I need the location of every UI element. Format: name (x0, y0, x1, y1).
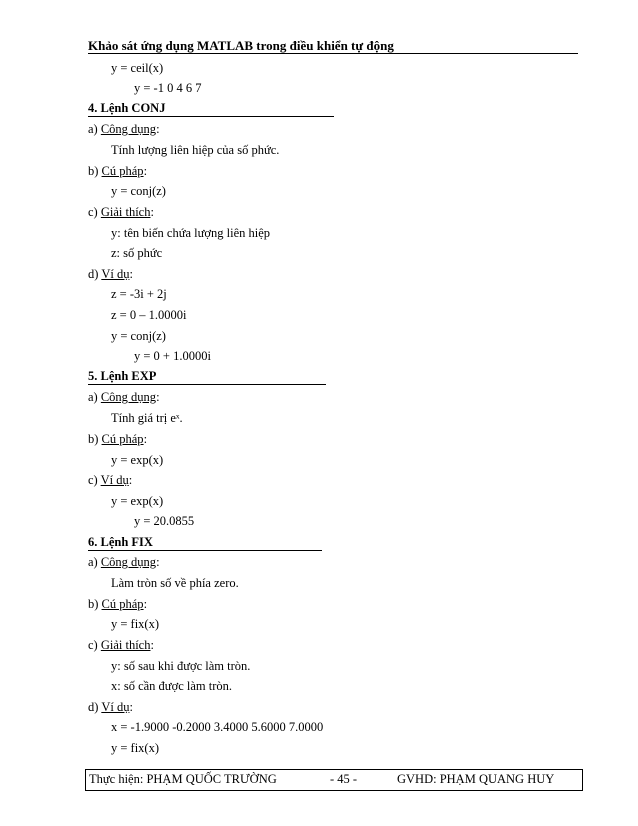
section-heading-exp: 5. Lệnh EXP (88, 369, 326, 385)
footer-advisor: GVHD: PHẠM QUANG HUY (397, 772, 555, 786)
footer-author: Thực hiện: PHẠM QUỐC TRƯỜNG (89, 772, 277, 786)
code-line: y = conj(z) (111, 184, 166, 198)
text-line: z: số phức (111, 246, 163, 260)
text-line: y: số sau khi được làm tròn. (111, 659, 251, 673)
code-line: z = -3i + 2j (111, 287, 167, 301)
subheading: c) Ví dụ: (88, 473, 133, 487)
subheading: b) Cú pháp: (88, 164, 148, 178)
code-line: y = fix(x) (111, 741, 160, 755)
text-line: Tính giá trị eˣ. (111, 411, 183, 425)
code-line: y = exp(x) (111, 453, 164, 467)
section-heading-conj: 4. Lệnh CONJ (88, 101, 334, 117)
header-divider (88, 53, 578, 54)
section-heading-fix: 6. Lệnh FIX (88, 535, 322, 551)
code-line: y = conj(z) (111, 329, 166, 343)
code-line: y = fix(x) (111, 617, 160, 631)
text-line: Tính lượng liên hiệp của số phức. (111, 143, 280, 157)
result-line: y = 20.0855 (134, 514, 195, 528)
subheading: b) Cú pháp: (88, 597, 148, 611)
subheading: c) Giải thích: (88, 205, 154, 219)
footer-page-number: - 45 - (330, 772, 358, 786)
code-line: y = ceil(x) (111, 61, 164, 75)
subheading: a) Công dụng: (88, 390, 160, 404)
result-line: y = -1 0 4 6 7 (134, 81, 202, 95)
text-line: y: tên biến chứa lượng liên hiệp (111, 226, 271, 240)
subheading: b) Cú pháp: (88, 432, 148, 446)
subheading: a) Công dụng: (88, 555, 160, 569)
page-footer (85, 769, 583, 791)
subheading: d) Ví dụ: (88, 267, 133, 281)
code-line: y = exp(x) (111, 494, 164, 508)
subheading: c) Giải thích: (88, 638, 154, 652)
text-line: x: số cần được làm tròn. (111, 679, 232, 693)
result-line: y = 0 + 1.0000i (134, 349, 211, 363)
subheading: a) Công dụng: (88, 122, 160, 136)
code-line: x = -1.9000 -0.2000 3.4000 5.6000 7.0000 (111, 720, 324, 734)
page-header-title: Khảo sát ứng dụng MATLAB trong điều khiển tự động (88, 38, 394, 53)
subheading: d) Ví dụ: (88, 700, 133, 714)
code-line: z = 0 – 1.0000i (111, 308, 187, 322)
text-line: Làm tròn số về phía zero. (111, 576, 239, 590)
